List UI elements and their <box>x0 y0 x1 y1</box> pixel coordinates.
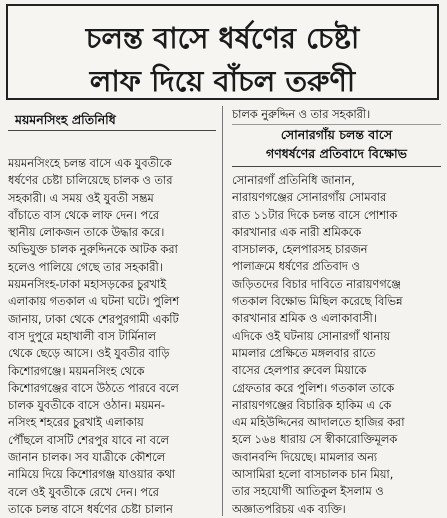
byline-rule <box>8 130 216 131</box>
byline: ময়মনসিংহ প্রতিনিধি <box>15 112 116 127</box>
body-line: তাকে চলন্ত বাসে ধর্ষণের চেষ্টা চালান <box>8 502 173 516</box>
body-line: নারায়ণগঞ্জের বিচারিক হাকিম এ কে <box>232 398 392 412</box>
body-line: এলাকায় গতকাল এ ঘটনা ঘটে। পুলিশ <box>8 295 180 309</box>
body-line: হলেও পালিয়ে গেছে তার সহকারী। <box>8 260 163 274</box>
body-line: আসামিরা হলো বাসচালক চান মিয়া, <box>232 468 394 482</box>
headline-box <box>6 4 439 100</box>
body-line: অভিযুক্ত চালক নুরুদ্দিনকে আটক করা <box>8 243 178 257</box>
subheadline-rule <box>232 166 441 167</box>
body-line: চালক যুবতীকে বাসে ওঠান। ময়মন- <box>8 399 166 413</box>
body-line: জানায়, ঢাকা থেকে শেরপুরগামী একটি <box>8 312 179 326</box>
body-line: ময়মনসিংহে চলন্ত বাসে এক যুবতীকে <box>8 157 172 170</box>
body-line: গতকাল বিক্ষোভ মিছিল করেছে বিভিন্ন <box>232 295 403 309</box>
body-line: ধর্ষণের চেষ্টা চালিয়েছে চালক ও তার <box>8 174 173 188</box>
body-line: হলে ১৬৪ ধারায় সে স্বীকারোক্তিমূলক <box>232 433 398 447</box>
body-line: থেকে ছেড়ে আসে। ওই যুবতীর বাড়ি <box>8 347 170 361</box>
right-column-body <box>232 172 441 518</box>
body-line: রাত ১১টার দিকে চলন্ত বাসে পোশাক <box>232 208 398 222</box>
body-line: কারখানার এক নারী শ্রমিককে <box>232 225 362 239</box>
body-line: কারখানার শ্রমিক ও এলাকাবাসী। <box>232 312 377 326</box>
body-line: নারায়ণগঞ্জের সোনারগাঁয় সোমবার <box>232 191 387 205</box>
continued-line: চালক নুরুদ্দিন ও তার সহকারী। <box>232 108 371 121</box>
body-line: পালাক্রমে ধর্ষণের প্রতিবাদ ও <box>232 260 360 274</box>
body-line: বাঁচাতে বাস থেকে লাফ দেন। পরে <box>8 208 159 222</box>
body-line: গ্রেফতার করে পুলিশ। গতকাল তাকে <box>232 381 395 395</box>
left-column-body <box>8 155 215 518</box>
body-line: অজ্ঞাতপরিচয় এক ব্যক্তি। <box>232 502 346 516</box>
body-line: এম মহিউদ্দিনের আদালতে হাজির করা <box>232 416 405 430</box>
headline-line-1: চলন্ত বাসে ধর্ষণের চেষ্টা <box>85 21 360 55</box>
body-line: এদিকে ওই ঘটনায় সোনারগাঁ থানায় <box>232 329 391 343</box>
body-line: সহকারী। এ সময় ওই যুবতী সম্ভ্রম <box>8 191 154 205</box>
section-rule <box>232 124 441 125</box>
body-line: জড়িতদের বিচার দাবিতে নারায়ণগঞ্জে <box>232 277 401 291</box>
body-line: স্থানীয় লোকজন তাকে উদ্ধার করে। <box>8 226 165 240</box>
body-line: তার সহযোগী আতিকুল ইসলাম ও <box>232 485 384 499</box>
body-line: মামলার প্রেক্ষিতে মঙ্গলবার রাতে <box>232 346 376 360</box>
body-line: বলে ওই যুবতীকে রেখে দেন। পরে <box>8 485 159 499</box>
body-line: নামিয়ে দিয়ে কিশোরগঞ্জ যাওয়ার কথা <box>8 468 176 482</box>
body-line: বাস দুপুরে মহাখালী বাস টার্মিনাল <box>8 329 156 343</box>
body-line: নসিংহ শহরের চুরখাই এলাকায় <box>8 416 144 430</box>
subheadline-line-1: সোনারগাঁয় চলন্ত বাসে <box>280 127 393 142</box>
body-line: সোনারগাঁ প্রতিনিধি জানান, <box>232 174 355 187</box>
body-line: পৌঁছলে বাসটি শেরপুর যাবে না বলে <box>8 433 169 447</box>
body-line: ময়মনসিংহ-ঢাকা মহাসড়কের চুরখাই <box>8 278 167 292</box>
column-divider <box>222 106 223 516</box>
body-line: জবানবন্দি দিয়েছে। মামলার অন্য <box>232 450 378 464</box>
body-line: বাসের হেলপার রুবেল মিয়াকে <box>232 364 367 378</box>
body-line: বাসচালক, হেলপারসহ চারজন <box>232 243 368 257</box>
subheadline-line-2: গণধর্ষণের প্রতিবাদে বিক্ষোভ <box>266 146 407 161</box>
headline-line-2: লাফ দিয়ে বাঁচল তরুণী <box>89 64 356 98</box>
body-line: কিশোরগঞ্জের বাসে উঠতে পারবে বলে <box>8 381 179 395</box>
body-line: কিশোরগঞ্জে। ময়মনসিংহ থেকে <box>8 364 145 378</box>
body-line: জানান চালক। সব যাত্রীকে কৌশলে <box>8 451 166 465</box>
